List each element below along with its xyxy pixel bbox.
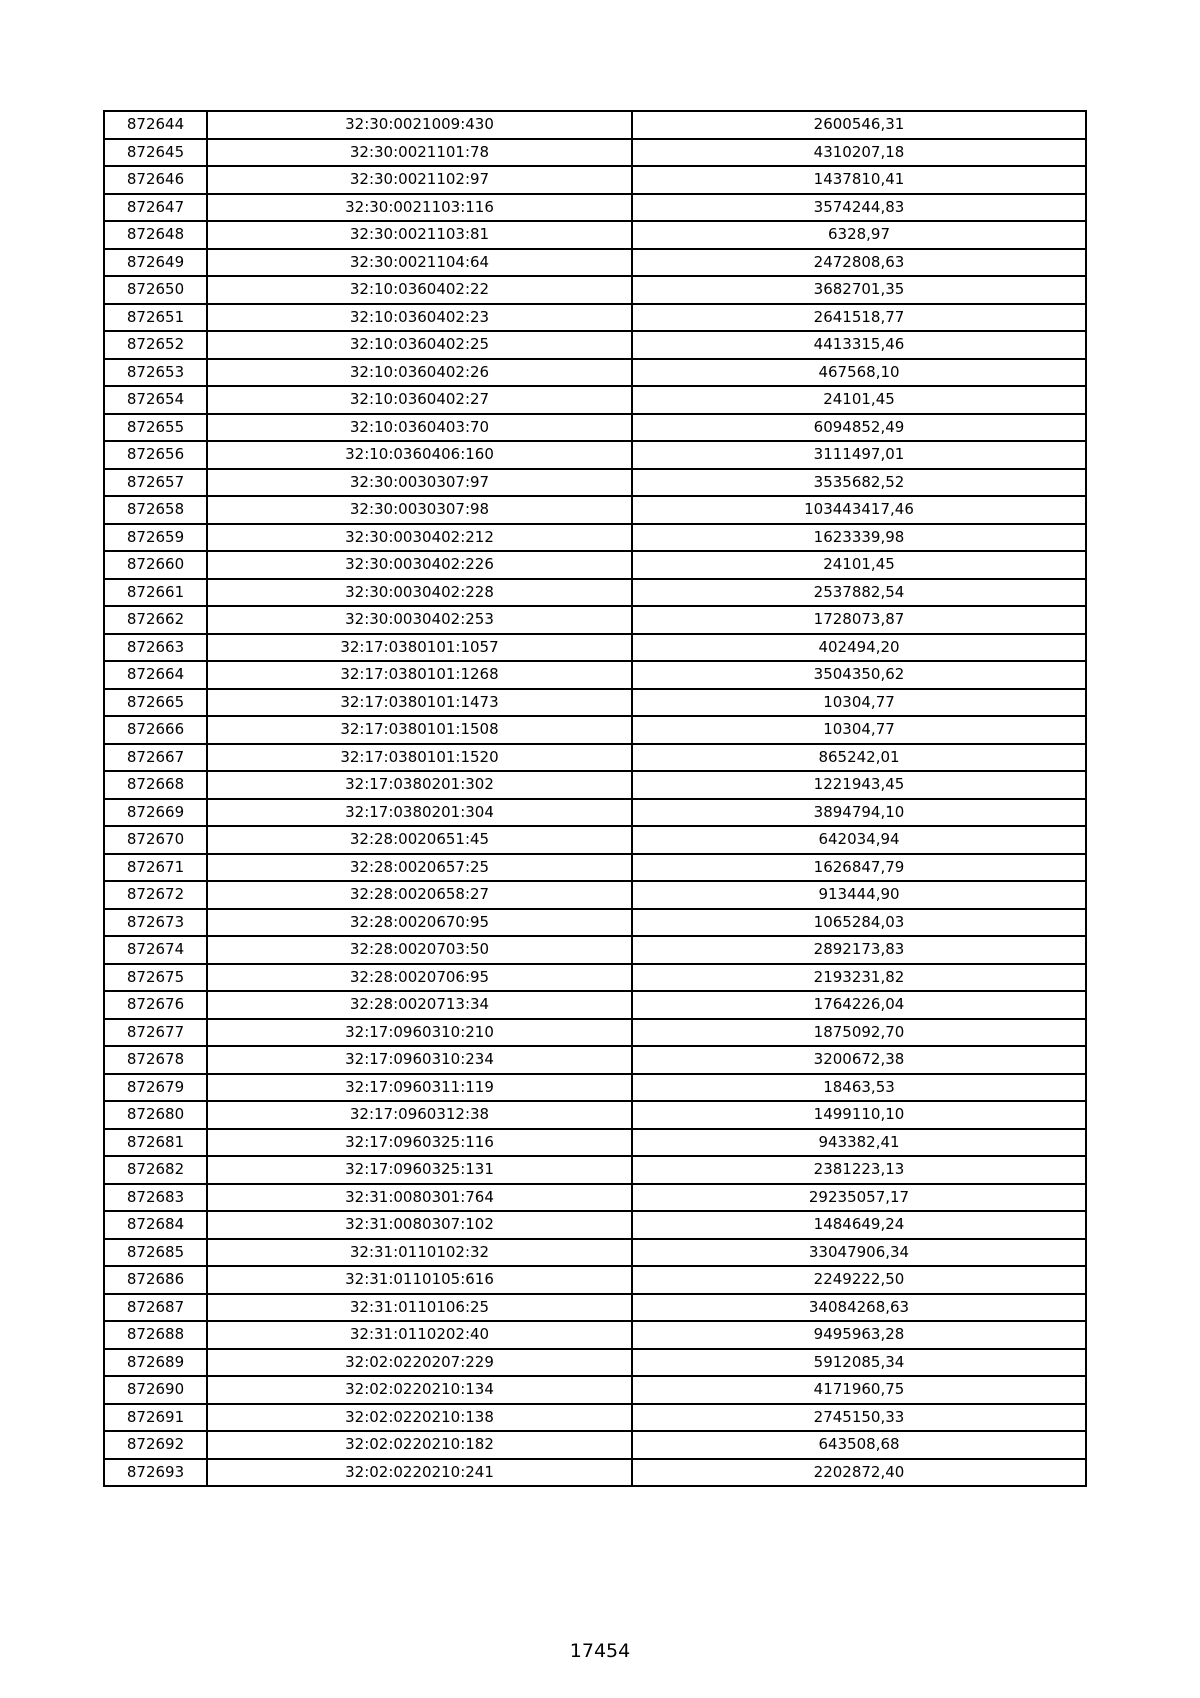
table-row [104, 799, 1086, 827]
value-cell: 1626847,79 [632, 854, 1086, 882]
row-number-cell: 872665 [104, 689, 207, 717]
row-number-cell: 872682 [104, 1156, 207, 1184]
table-row [104, 964, 1086, 992]
table-row [104, 304, 1086, 332]
cadastral-number-cell: 32:17:0380101:1473 [207, 689, 632, 717]
table-row [104, 771, 1086, 799]
cadastral-number-cell: 32:17:0380201:304 [207, 799, 632, 827]
row-number-cell: 872679 [104, 1074, 207, 1102]
value-cell: 865242,01 [632, 744, 1086, 772]
row-number-cell: 872662 [104, 606, 207, 634]
row-number-cell: 872666 [104, 716, 207, 744]
cadastral-number-cell: 32:17:0380201:302 [207, 771, 632, 799]
value-cell: 643508,68 [632, 1431, 1086, 1459]
table-row [104, 551, 1086, 579]
cadastral-number-cell: 32:17:0380101:1057 [207, 634, 632, 662]
cadastral-number-cell: 32:30:0030402:226 [207, 551, 632, 579]
table-row [104, 496, 1086, 524]
value-cell: 24101,45 [632, 551, 1086, 579]
cadastral-number-cell: 32:30:0021103:116 [207, 194, 632, 222]
row-number-cell: 872678 [104, 1046, 207, 1074]
table-row [104, 194, 1086, 222]
row-number-cell: 872656 [104, 441, 207, 469]
table-row [104, 414, 1086, 442]
table-row [104, 1046, 1086, 1074]
cadastral-number-cell: 32:10:0360402:27 [207, 386, 632, 414]
table-row [104, 881, 1086, 909]
cadastral-number-cell: 32:17:0960310:234 [207, 1046, 632, 1074]
row-number-cell: 872648 [104, 221, 207, 249]
value-cell: 402494,20 [632, 634, 1086, 662]
value-cell: 2193231,82 [632, 964, 1086, 992]
row-number-cell: 872693 [104, 1459, 207, 1487]
table-row [104, 166, 1086, 194]
cadastral-number-cell: 32:30:0030402:212 [207, 524, 632, 552]
cadastral-number-cell: 32:28:0020706:95 [207, 964, 632, 992]
value-cell: 2892173,83 [632, 936, 1086, 964]
cadastral-number-cell: 32:28:0020657:25 [207, 854, 632, 882]
value-cell: 2537882,54 [632, 579, 1086, 607]
table-row [104, 689, 1086, 717]
row-number-cell: 872654 [104, 386, 207, 414]
cadastral-number-cell: 32:17:0960325:131 [207, 1156, 632, 1184]
value-cell: 10304,77 [632, 716, 1086, 744]
cadastral-number-cell: 32:30:0030307:98 [207, 496, 632, 524]
value-cell: 2745150,33 [632, 1404, 1086, 1432]
cadastral-number-cell: 32:17:0380101:1268 [207, 661, 632, 689]
row-number-cell: 872680 [104, 1101, 207, 1129]
row-number-cell: 872685 [104, 1239, 207, 1267]
value-cell: 2600546,31 [632, 111, 1086, 139]
row-number-cell: 872688 [104, 1321, 207, 1349]
value-cell: 9495963,28 [632, 1321, 1086, 1349]
row-number-cell: 872671 [104, 854, 207, 882]
row-number-cell: 872664 [104, 661, 207, 689]
cadastral-number-cell: 32:17:0960310:210 [207, 1019, 632, 1047]
row-number-cell: 872668 [104, 771, 207, 799]
value-cell: 1623339,98 [632, 524, 1086, 552]
registry-table-body [104, 111, 1086, 1486]
cadastral-number-cell: 32:31:0110106:25 [207, 1294, 632, 1322]
cadastral-number-cell: 32:31:0110105:616 [207, 1266, 632, 1294]
table-row [104, 139, 1086, 167]
table-row [104, 854, 1086, 882]
table-row [104, 606, 1086, 634]
row-number-cell: 872659 [104, 524, 207, 552]
table-row [104, 1129, 1086, 1157]
row-number-cell: 872674 [104, 936, 207, 964]
value-cell: 3535682,52 [632, 469, 1086, 497]
value-cell: 3200672,38 [632, 1046, 1086, 1074]
value-cell: 1437810,41 [632, 166, 1086, 194]
row-number-cell: 872660 [104, 551, 207, 579]
page-number: 17454 [569, 1640, 631, 1662]
cadastral-number-cell: 32:28:0020703:50 [207, 936, 632, 964]
table-row [104, 1349, 1086, 1377]
cadastral-number-cell: 32:02:0220210:138 [207, 1404, 632, 1432]
table-row [104, 331, 1086, 359]
value-cell: 4413315,46 [632, 331, 1086, 359]
cadastral-number-cell: 32:28:0020713:34 [207, 991, 632, 1019]
cadastral-number-cell: 32:17:0960325:116 [207, 1129, 632, 1157]
row-number-cell: 872655 [104, 414, 207, 442]
table-row [104, 276, 1086, 304]
value-cell: 24101,45 [632, 386, 1086, 414]
row-number-cell: 872677 [104, 1019, 207, 1047]
cadastral-number-cell: 32:17:0960311:119 [207, 1074, 632, 1102]
value-cell: 2249222,50 [632, 1266, 1086, 1294]
table-row [104, 634, 1086, 662]
table-row [104, 661, 1086, 689]
row-number-cell: 872676 [104, 991, 207, 1019]
value-cell: 913444,90 [632, 881, 1086, 909]
row-number-cell: 872650 [104, 276, 207, 304]
cadastral-number-cell: 32:10:0360402:22 [207, 276, 632, 304]
row-number-cell: 872672 [104, 881, 207, 909]
cadastral-number-cell: 32:02:0220210:134 [207, 1376, 632, 1404]
value-cell: 4171960,75 [632, 1376, 1086, 1404]
row-number-cell: 872670 [104, 826, 207, 854]
cadastral-number-cell: 32:10:0360406:160 [207, 441, 632, 469]
value-cell: 3574244,83 [632, 194, 1086, 222]
cadastral-number-cell: 32:28:0020651:45 [207, 826, 632, 854]
row-number-cell: 872691 [104, 1404, 207, 1432]
table-row [104, 1101, 1086, 1129]
table-row [104, 716, 1086, 744]
cadastral-number-cell: 32:28:0020658:27 [207, 881, 632, 909]
value-cell: 5912085,34 [632, 1349, 1086, 1377]
row-number-cell: 872690 [104, 1376, 207, 1404]
table-row [104, 524, 1086, 552]
table-row [104, 909, 1086, 937]
table-row [104, 1211, 1086, 1239]
cadastral-number-cell: 32:02:0220207:229 [207, 1349, 632, 1377]
value-cell: 642034,94 [632, 826, 1086, 854]
cadastral-number-cell: 32:17:0960312:38 [207, 1101, 632, 1129]
row-number-cell: 872658 [104, 496, 207, 524]
row-number-cell: 872651 [104, 304, 207, 332]
value-cell: 1764226,04 [632, 991, 1086, 1019]
table-row [104, 221, 1086, 249]
cadastral-number-cell: 32:30:0030402:228 [207, 579, 632, 607]
row-number-cell: 872689 [104, 1349, 207, 1377]
table-row [104, 1074, 1086, 1102]
value-cell: 18463,53 [632, 1074, 1086, 1102]
value-cell: 6328,97 [632, 221, 1086, 249]
table-row [104, 1376, 1086, 1404]
row-number-cell: 872681 [104, 1129, 207, 1157]
table-row [104, 1019, 1086, 1047]
value-cell: 1484649,24 [632, 1211, 1086, 1239]
cadastral-number-cell: 32:17:0380101:1520 [207, 744, 632, 772]
table-row [104, 991, 1086, 1019]
table-row [104, 1459, 1086, 1487]
cadastral-number-cell: 32:31:0080307:102 [207, 1211, 632, 1239]
cadastral-number-cell: 32:30:0030402:253 [207, 606, 632, 634]
cadastral-number-cell: 32:30:0021102:97 [207, 166, 632, 194]
value-cell: 3504350,62 [632, 661, 1086, 689]
cadastral-number-cell: 32:10:0360402:25 [207, 331, 632, 359]
value-cell: 2472808,63 [632, 249, 1086, 277]
row-number-cell: 872692 [104, 1431, 207, 1459]
row-number-cell: 872687 [104, 1294, 207, 1322]
row-number-cell: 872649 [104, 249, 207, 277]
value-cell: 29235057,17 [632, 1184, 1086, 1212]
row-number-cell: 872675 [104, 964, 207, 992]
cadastral-number-cell: 32:28:0020670:95 [207, 909, 632, 937]
value-cell: 33047906,34 [632, 1239, 1086, 1267]
cadastral-number-cell: 32:30:0021104:64 [207, 249, 632, 277]
row-number-cell: 872673 [104, 909, 207, 937]
table-row [104, 1266, 1086, 1294]
cadastral-number-cell: 32:31:0110202:40 [207, 1321, 632, 1349]
table-row [104, 936, 1086, 964]
row-number-cell: 872657 [104, 469, 207, 497]
cadastral-number-cell: 32:10:0360402:26 [207, 359, 632, 387]
cadastral-number-cell: 32:31:0080301:764 [207, 1184, 632, 1212]
value-cell: 6094852,49 [632, 414, 1086, 442]
table-row [104, 579, 1086, 607]
row-number-cell: 872653 [104, 359, 207, 387]
row-number-cell: 872661 [104, 579, 207, 607]
table-row [104, 1239, 1086, 1267]
table-row [104, 826, 1086, 854]
cadastral-number-cell: 32:17:0380101:1508 [207, 716, 632, 744]
value-cell: 103443417,46 [632, 496, 1086, 524]
cadastral-number-cell: 32:30:0021009:430 [207, 111, 632, 139]
row-number-cell: 872644 [104, 111, 207, 139]
row-number-cell: 872663 [104, 634, 207, 662]
value-cell: 1499110,10 [632, 1101, 1086, 1129]
value-cell: 2381223,13 [632, 1156, 1086, 1184]
row-number-cell: 872645 [104, 139, 207, 167]
table-row [104, 441, 1086, 469]
value-cell: 34084268,63 [632, 1294, 1086, 1322]
value-cell: 1875092,70 [632, 1019, 1086, 1047]
table-row [104, 111, 1086, 139]
row-number-cell: 872647 [104, 194, 207, 222]
row-number-cell: 872686 [104, 1266, 207, 1294]
row-number-cell: 872667 [104, 744, 207, 772]
row-number-cell: 872652 [104, 331, 207, 359]
cadastral-number-cell: 32:10:0360402:23 [207, 304, 632, 332]
value-cell: 1065284,03 [632, 909, 1086, 937]
cadastral-number-cell: 32:30:0021103:81 [207, 221, 632, 249]
value-cell: 4310207,18 [632, 139, 1086, 167]
value-cell: 2202872,40 [632, 1459, 1086, 1487]
row-number-cell: 872646 [104, 166, 207, 194]
table-row [104, 359, 1086, 387]
table-row [104, 1431, 1086, 1459]
table-row [104, 386, 1086, 414]
cadastral-number-cell: 32:31:0110102:32 [207, 1239, 632, 1267]
table-row [104, 249, 1086, 277]
table-row [104, 1294, 1086, 1322]
table-row [104, 1404, 1086, 1432]
cadastral-number-cell: 32:30:0030307:97 [207, 469, 632, 497]
table-row [104, 1156, 1086, 1184]
cadastral-number-cell: 32:02:0220210:241 [207, 1459, 632, 1487]
row-number-cell: 872684 [104, 1211, 207, 1239]
row-number-cell: 872683 [104, 1184, 207, 1212]
table-row [104, 1321, 1086, 1349]
table-row [104, 1184, 1086, 1212]
table-row [104, 744, 1086, 772]
value-cell: 3111497,01 [632, 441, 1086, 469]
value-cell: 3682701,35 [632, 276, 1086, 304]
value-cell: 943382,41 [632, 1129, 1086, 1157]
value-cell: 1221943,45 [632, 771, 1086, 799]
value-cell: 2641518,77 [632, 304, 1086, 332]
table-row [104, 469, 1086, 497]
cadastral-number-cell: 32:10:0360403:70 [207, 414, 632, 442]
value-cell: 10304,77 [632, 689, 1086, 717]
value-cell: 3894794,10 [632, 799, 1086, 827]
row-number-cell: 872669 [104, 799, 207, 827]
value-cell: 1728073,87 [632, 606, 1086, 634]
value-cell: 467568,10 [632, 359, 1086, 387]
cadastral-number-cell: 32:02:0220210:182 [207, 1431, 632, 1459]
registry-table [103, 110, 1087, 1487]
cadastral-number-cell: 32:30:0021101:78 [207, 139, 632, 167]
